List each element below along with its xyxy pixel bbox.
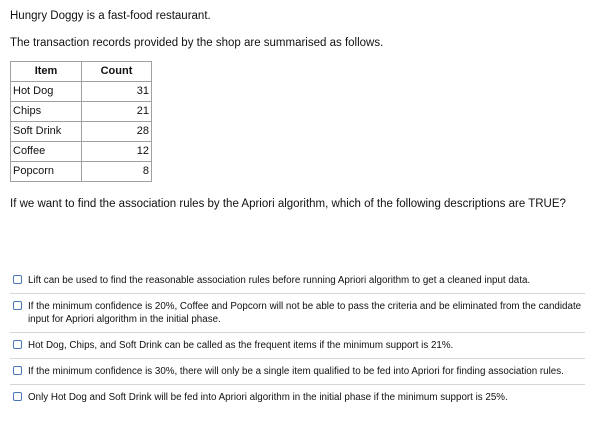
option-2-checkbox[interactable] <box>13 301 22 310</box>
option-4[interactable] <box>10 359 585 385</box>
row-item: Hot Dog <box>11 82 82 102</box>
row-count: 28 <box>82 122 152 142</box>
option-3[interactable] <box>10 333 585 359</box>
option-5-label[interactable]: Only Hot Dog and Soft Drink will be fed into Apriori algorithm in the initial phase if the minimum support is 25%. <box>28 392 508 403</box>
intro-line-1: Hungry Doggy is a fast-food restaurant. <box>10 10 211 22</box>
table-row <box>11 162 152 182</box>
row-item: Chips <box>11 102 82 122</box>
option-5-checkbox[interactable] <box>13 392 22 401</box>
transaction-table <box>10 61 152 182</box>
row-count: 31 <box>82 82 152 102</box>
question-text: If we want to find the association rules by the Apriori algorithm, which of the following descriptions are TRUE? <box>10 198 566 210</box>
answer-options <box>10 268 585 410</box>
header-item: Item <box>11 62 82 82</box>
table-header-row <box>11 62 152 82</box>
row-count: 21 <box>82 102 152 122</box>
option-4-checkbox[interactable] <box>13 366 22 375</box>
table-row <box>11 82 152 102</box>
option-3-checkbox[interactable] <box>13 340 22 349</box>
option-3-label[interactable]: Hot Dog, Chips, and Soft Drink can be called as the frequent items if the minimum support is 21%. <box>28 340 454 351</box>
option-2[interactable] <box>10 294 585 333</box>
table-row <box>11 122 152 142</box>
table-row <box>11 142 152 162</box>
option-4-label[interactable]: If the minimum confidence is 30%, there will only be a single item qualified to be fed into Apriori for finding association rules. <box>28 366 564 377</box>
option-1-checkbox[interactable] <box>13 275 22 284</box>
intro-line-2: The transaction records provided by the shop are summarised as follows. <box>10 37 384 49</box>
row-item: Soft Drink <box>11 122 82 142</box>
row-count: 8 <box>82 162 152 182</box>
option-1[interactable] <box>10 268 585 294</box>
row-item: Coffee <box>11 142 82 162</box>
row-item: Popcorn <box>11 162 82 182</box>
option-1-label[interactable]: Lift can be used to find the reasonable association rules before running Apriori algorithm to get a cleaned input data. <box>28 275 531 286</box>
table-row <box>11 102 152 122</box>
header-count: Count <box>82 62 152 82</box>
row-count: 12 <box>82 142 152 162</box>
option-2-label[interactable]: If the minimum confidence is 20%, Coffee and Popcorn will not be able to pass the criteria and be eliminated from the candidate input for Apriori algorithm in the initial phase. <box>28 301 582 325</box>
option-5[interactable] <box>10 385 585 410</box>
